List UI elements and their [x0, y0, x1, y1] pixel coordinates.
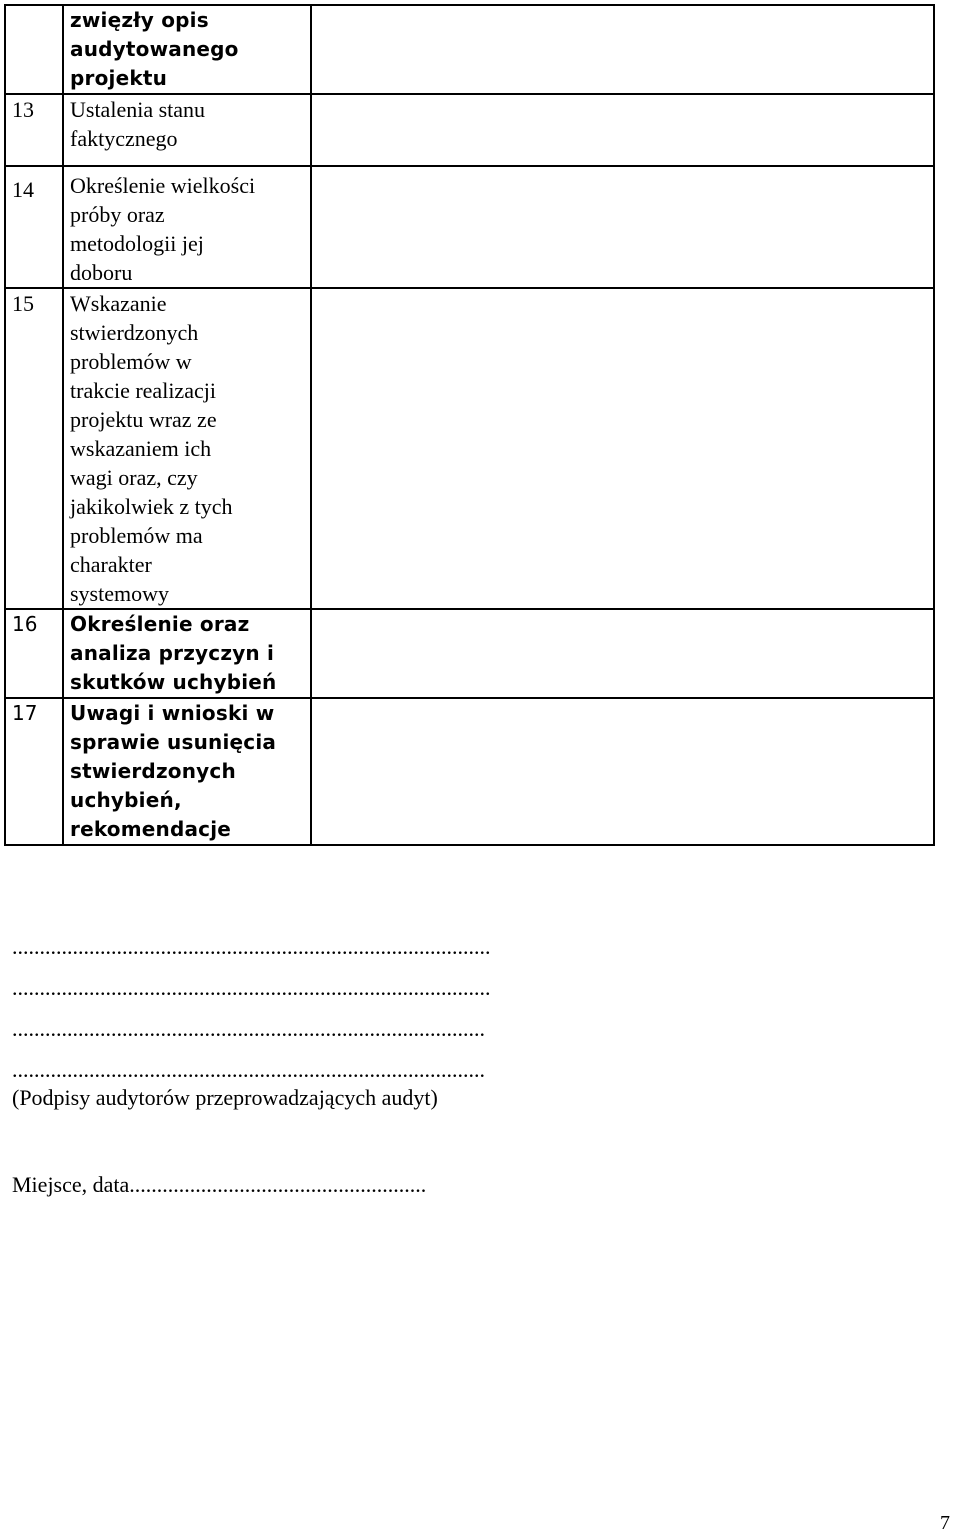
table-row: [5, 288, 934, 609]
row-label: Określenie wielkości próby oraz metodologii jej doboru: [63, 166, 311, 288]
row-label: zwięzły opis audytowanego projektu: [63, 5, 311, 94]
page-number: 7: [940, 1512, 950, 1534]
table-row: [5, 166, 934, 288]
row-number: [5, 5, 63, 94]
signature-dots-line[interactable]: .......................................................................................: [12, 975, 491, 1000]
table-row: [5, 609, 934, 698]
row-number: 13: [5, 94, 63, 166]
row-value-cell[interactable]: [311, 698, 934, 845]
audit-table: [4, 4, 935, 846]
place-date-field[interactable]: Miejsce, data......................................................: [12, 1172, 427, 1197]
table-row: [5, 698, 934, 845]
table-row: [5, 94, 934, 166]
row-value-cell[interactable]: [311, 609, 934, 698]
row-value-cell[interactable]: [311, 5, 934, 94]
row-number: 14: [5, 166, 63, 288]
signature-caption: (Podpisy audytorów przeprowadzających audyt): [12, 1085, 438, 1110]
row-value-cell[interactable]: [311, 288, 934, 609]
row-label: Określenie oraz analiza przyczyn i skutków uchybień: [63, 609, 311, 698]
signature-dots-line[interactable]: .......................................................................................: [12, 934, 491, 959]
row-label: Ustalenia stanu faktycznego: [63, 94, 311, 166]
row-value-cell[interactable]: [311, 94, 934, 166]
signature-dots-line[interactable]: ......................................................................................: [12, 1016, 485, 1041]
row-number: 16: [5, 609, 63, 698]
row-label: Uwagi i wnioski w sprawie usunięcia stwierdzonych uchybień, rekomendacje: [63, 698, 311, 845]
row-label: Wskazanie stwierdzonych problemów w trakcie realizacji projektu wraz ze wskazaniem ich wagi oraz, czy jakikolwiek z tych problemów ma charakter systemowy: [63, 288, 311, 609]
signature-dots-line[interactable]: ......................................................................................: [12, 1057, 485, 1082]
row-number: 17: [5, 698, 63, 845]
row-number: 15: [5, 288, 63, 609]
row-value-cell[interactable]: [311, 166, 934, 288]
table-row: [5, 5, 934, 94]
